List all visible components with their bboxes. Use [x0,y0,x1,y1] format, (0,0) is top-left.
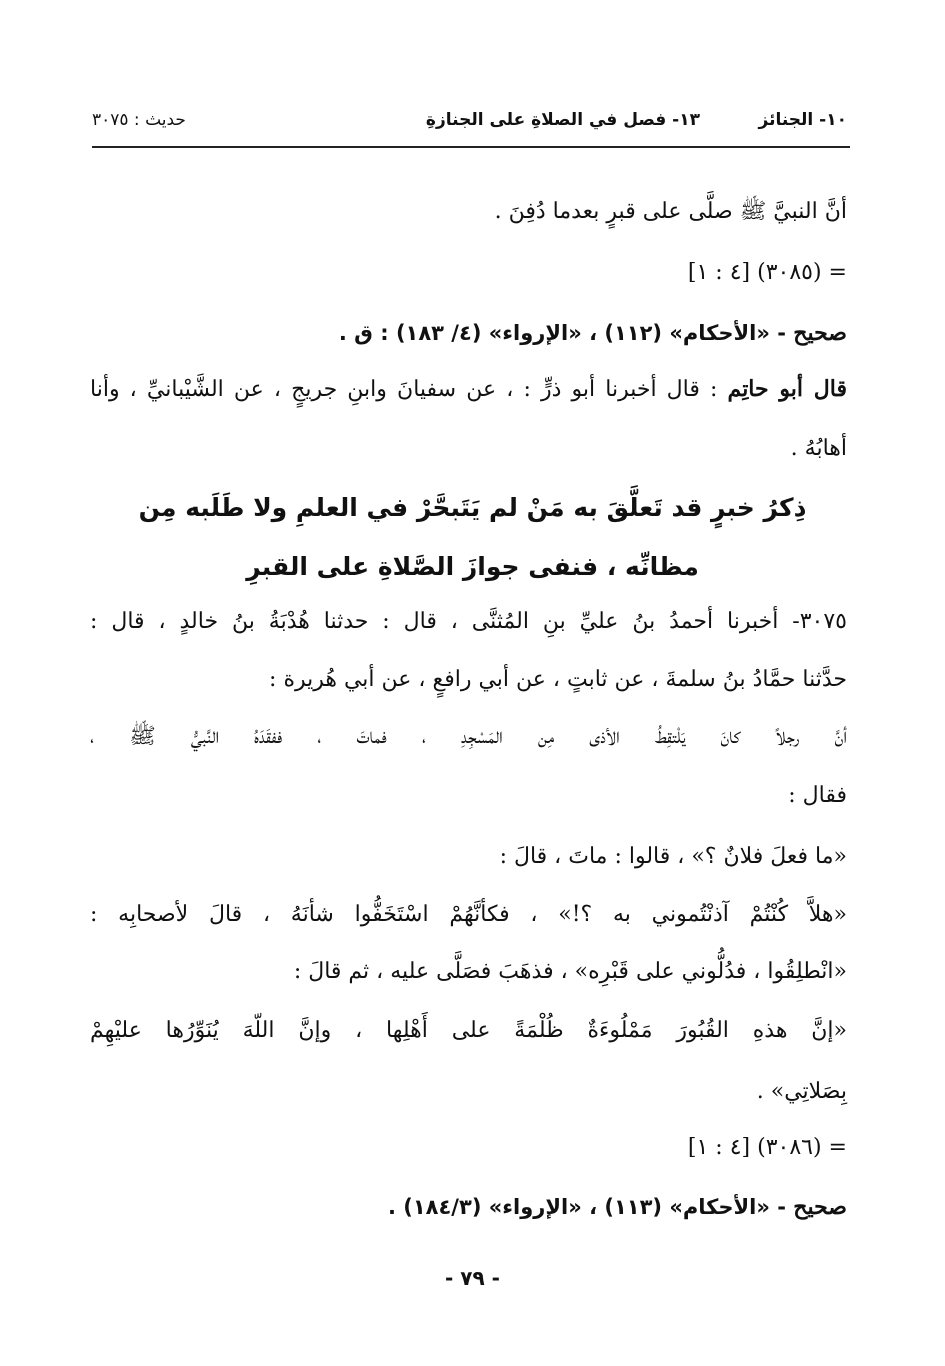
grading-line [339,318,847,349]
running-header-hadith-number: حديث : ٣٠٧٥ [92,110,186,130]
grading-label: صحيح [793,1194,847,1220]
isnad-text: أخبرنا أحمدُ بنُ عليِّ بنِ المُثنَّى ، قال : حدثنا هُدْبَةُ بنُ خالدٍ ، قال : [90,609,793,634]
page-number: - ٧٩ - [445,1266,500,1290]
section-title-line: مظانِّه ، فنفى جوازَ الصَّلاةِ على القبرِ [246,552,699,581]
text-line [90,374,847,405]
grading-sources: - «الأحكام» (١١٣) ، «الإرواء» (١٨٤/٣) . [387,1195,794,1219]
hadith-number: ٣٠٧٥- [792,609,847,634]
hadith-text-line: «إنَّ هذهِ القُبُورَ مَمْلُوءَةٌ ظُلْمَةً على أَهْلِها ، وإنَّ اللّهَ يُنَوِّرُها عليْهِمْ [90,1018,847,1043]
takhrij-line: = (٣٠٨٥) [٤ : ١] [687,260,847,285]
header-rule [92,146,850,148]
hadith-text-line: «ما فعلَ فلانٌ ؟» ، قالوا : ماتَ ، قالَ : [499,844,847,869]
hadith-isnad-line: حدَّثنا حمَّادُ بنُ سلمةَ ، عن ثابتٍ ، عن أبي رافعٍ ، عن أبي هُريرة : [269,667,847,692]
hadith-text-line: «انْطلِقُوا ، فدُلُّوني على قَبْرِه» ، فذهَبَ فصَلَّى عليه ، ثم قالَ : [293,959,847,984]
narrator-label: قال أبو حاتِم [727,376,847,402]
hadith-text-line: فقال : [788,783,847,808]
takhrij-line: = (٣٠٨٦) [٤ : ١] [687,1135,847,1160]
text-line: أنَّ النبيَّ ﷺ صلَّى على قبرٍ بعدما دُفِنَ . [494,199,847,224]
hadith-isnad-line [90,607,847,637]
hadith-text-line: «هلاَّ كُنْتُمْ آذنْتُموني به ؟!» ، فكأنَّهُمْ اسْتَخَفُّوا شأنَهُ ، قالَ لأصحابِه : [90,902,847,927]
grading-label: صحيح [793,320,847,346]
running-header-chapter: ١٣- فصل في الصلاةِ على الجنازةِ [425,110,700,130]
section-title-line: ذِكرُ خبرٍ قد تَعلَّقَ به مَنْ لم يَتَبحَّرْ في العلمِ ولا طَلَبه مِن [138,493,807,522]
grading-sources: - «الأحكام» (١١٢) ، «الإرواء» (٤/ ١٨٣) : ق . [338,321,794,345]
running-header-book: ١٠- الجنائز [758,110,847,130]
narration-text: : قال أخبرنا أبو ذرٍّ : ، عن سفيانَ وابنِ جريجٍ ، عن الشَّيْبانيِّ ، وأنا [90,377,728,402]
hadith-text-line: أنَّ رجلاً كانَ يَلْتقِطُ الأذى مِن المَسْجِدِ ، فماتَ ، ففقَدَهُ النَّبيُّ ﷺ ، [90,724,847,749]
text-line: أهابُهُ . [790,436,847,461]
grading-line [388,1192,847,1223]
hadith-text-line: بِصَلاتِي» . [756,1079,847,1104]
